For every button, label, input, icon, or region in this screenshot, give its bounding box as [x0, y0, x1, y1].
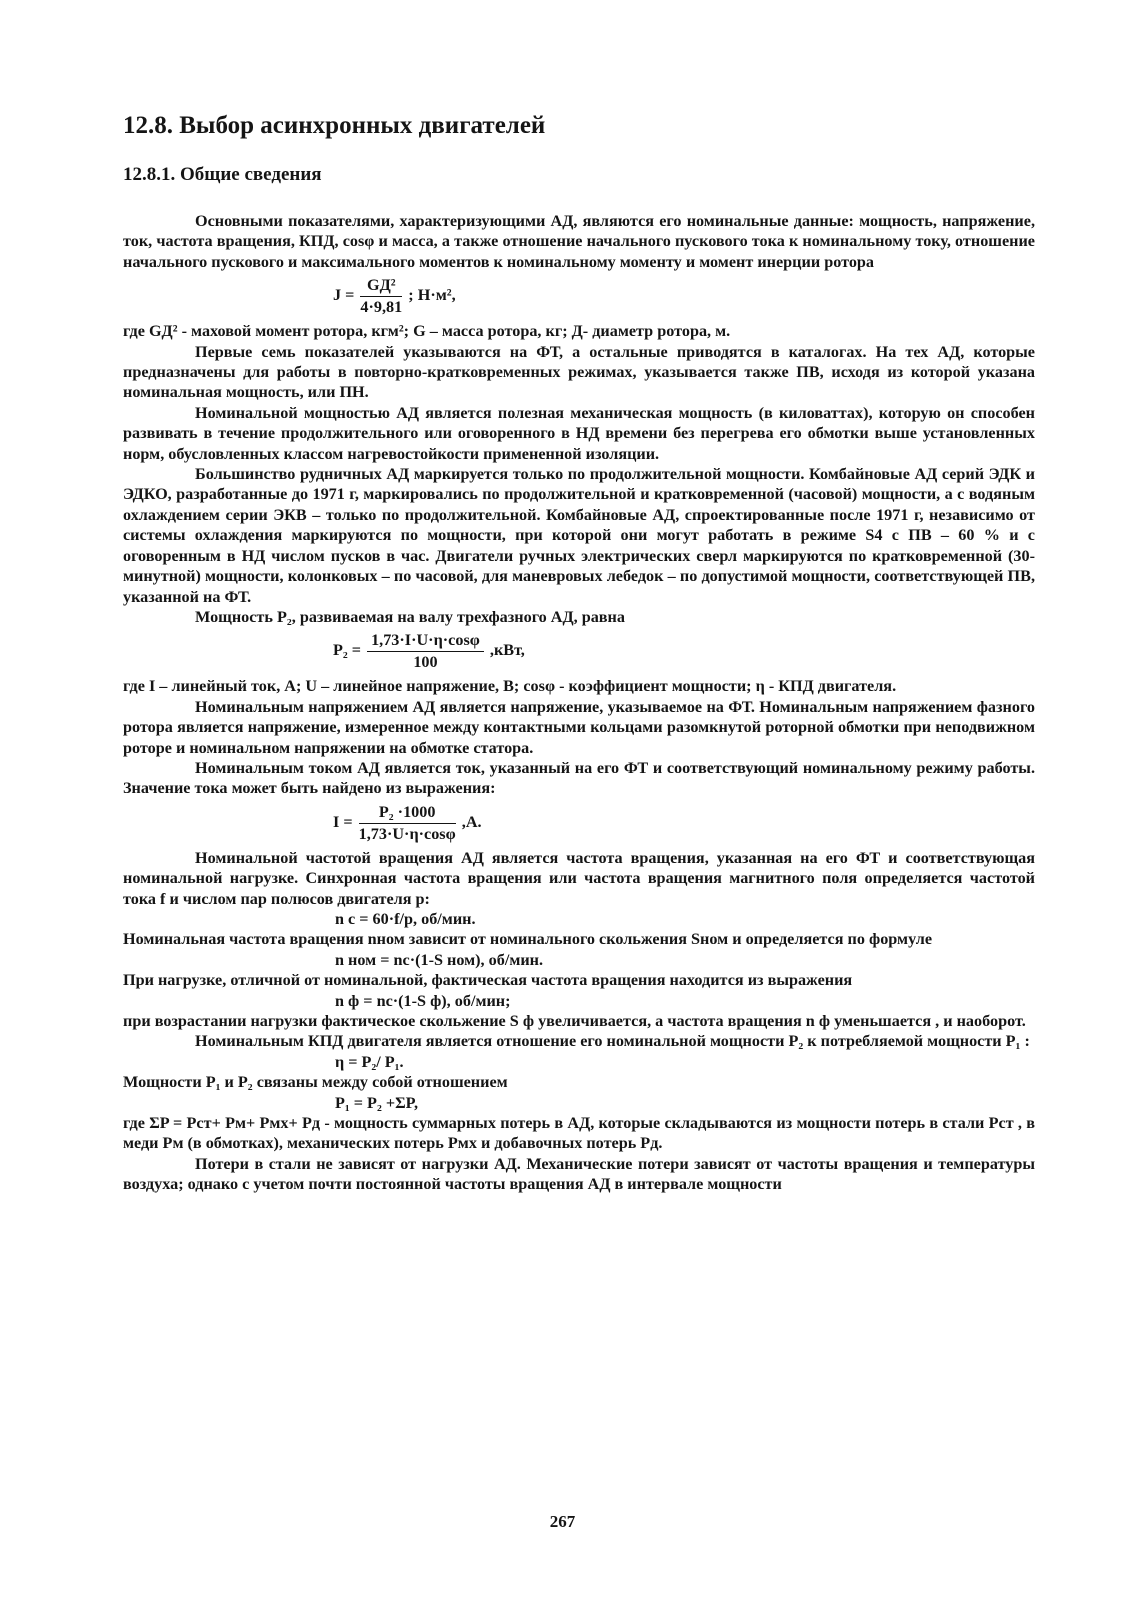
paragraph: При нагрузке, отличной от номинальной, фактическая частота вращения находится из выражения: [123, 971, 853, 990]
formula-current: I = $\frac{\text{P₂ ·1000}}{1,73\cdot U\cdot\eta\cdot\cos\varphi}$ ,А.: [333, 802, 482, 843]
paragraph: Номинальным напряжением АД является напряжение, указываемое на ФТ. Номинальным напряжением фазного ротора является напряжение, измеренное между контактными кольцами разомкнутой роторной обмотки при неподвижном роторе и номинальном напряжении на обмотке статора.: [123, 697, 1035, 757]
fraction: $\frac{1,73\cdot I\cdot U\cdot\eta\cdot\cos\varphi}{100}$: [367, 630, 484, 673]
page-number: 267: [549, 1512, 576, 1531]
paragraph: Номинальной мощностью АД является полезная механическая мощность (в киловаттах), которую он способен развивать в течение продолжительного или оговоренного в НД времени без перегрева его обмотки выше установленных норм, обусловленных классом нагревостойкости примененной изоляции.: [123, 403, 1035, 463]
formula-power-balance: P₁ = P₂ +ΣP,: [335, 1093, 419, 1112]
formula-actual-speed: n ф = nc·(1-S ф), об/мин;: [335, 991, 511, 1010]
paragraph: Потери в стали не зависят от нагрузки АД. Механические потери зависят от частоты вращения и температуры воздуха; однако с учетом почти постоянной частоты вращения АД в интервале мощности: [123, 1154, 1035, 1194]
formula-inertia: J = $\frac{\text{GД²}}{4\cdot 9,81}$ ; Н·м²,: [333, 276, 456, 317]
paragraph: Основными показателями, характеризующими АД, являются его номинальные данные: мощность, напряжение, ток, частота вращения, КПД, cosφ и масса, а также отношение начального пускового тока к номинальному току, отношение начального пускового и максимального моментов к номинальному моменту и момент инерции ротора: [123, 212, 1035, 271]
paragraph: Большинство рудничных АД маркируется только по продолжительной мощности. Комбайновые АД серий ЭДК и ЭДКО, разработанные до 1971 г, маркировались по продолжительной и кратковременной (часовой) мощности, а с водяным охлаждением серии ЭКВ – только по продолжительной. Комбайновые АД, спроектированные после 1971 г, независимо от системы охлаждения маркируются по мощности, при которой они могут работать в режиме S4 с ПВ – 60 % и с оговоренным в НД числом пусков в час. Двигатели ручных электрических сверл маркируются по кратковременной (30-минутной) мощности, колонковых – по часовой, для маневровых лебедок – по допустимой мощности, соответствующей ПВ, указанной на ФТ.: [123, 465, 1035, 606]
paragraph: Мощность P₂, развиваемая на валу трехфазного АД, равна: [195, 607, 625, 626]
paragraph: при возрастании нагрузки фактическое скольжение S ф увеличивается, а частота вращения n ф уменьшается , и наоборот.: [123, 1012, 1026, 1030]
formula-efficiency: η = P₂/ P₁.: [335, 1052, 404, 1071]
subsection-heading: 12.8.1. Общие сведения: [123, 164, 322, 185]
fraction: $\frac{\text{P₂ ·1000}}{1,73\cdot U\cdot\eta\cdot\cos\varphi}$: [358, 802, 456, 843]
paragraph: где ΣP = Pст+ Pм+ Pмх+ Pд - мощность суммарных потерь в АД, которые складываются из мощности потерь в стали Pст , в меди Pм (в обмотках), механических потерь Pмх и добавочных потерь Pд.: [123, 1114, 1035, 1153]
section-heading: 12.8. Выбор асинхронных двигателей: [123, 112, 546, 139]
paragraph: Номинальная частота вращения nном зависит от номинального скольжения Sном и определяется по формуле: [123, 930, 933, 949]
formula-sync-speed: n c = 60·f/p, об/мин.: [335, 909, 476, 928]
formula-shaft-power: P₂ = $\frac{1,73\cdot I\cdot U\cdot\eta\cdot\cos\varphi}{100}$ ,кВт,: [333, 631, 525, 672]
paragraph: Первые семь показателей указываются на ФТ, а остальные приводятся в каталогах. На тех АД, которые предназначены для работы в повторно-кратковременных режимах, указывается также ПВ, исходя из которой указана номинальная мощность, или ПН.: [123, 342, 1035, 402]
paragraph: Номинальным током АД является ток, указанный на его ФТ и соответствующий номинальному режиму работы. Значение тока может быть найдено из выражения:: [123, 758, 1035, 798]
body-text: [123, 211, 1035, 1195]
paragraph: Номинальной частотой вращения АД является частота вращения, указанная на его ФТ и соответствующая номинальной нагрузке. Синхронная частота вращения или частота вращения магнитного поля определяется частотой тока f и числом пар полюсов двигателя p:: [123, 848, 1035, 908]
formula-nominal-speed: n ном = nc·(1-S ном), об/мин.: [335, 950, 544, 969]
paragraph: где GД² - маховой момент ротора, кгм²; G – масса ротора, кг; Д- диаметр ротора, м.: [123, 322, 731, 341]
fraction: $\frac{\text{GД²}}{4\cdot 9,81}$: [360, 276, 403, 317]
paragraph: Номинальным КПД двигателя является отношение его номинальной мощности P₂ к потребляемой мощности P₁ :: [195, 1032, 1030, 1051]
paragraph: Мощности P₁ и P₂ связаны между собой отношением: [123, 1073, 508, 1092]
paragraph: где I – линейный ток, А; U – линейное напряжение, В; cosφ - коэффициент мощности; η - КПД двигателя.: [123, 677, 897, 696]
